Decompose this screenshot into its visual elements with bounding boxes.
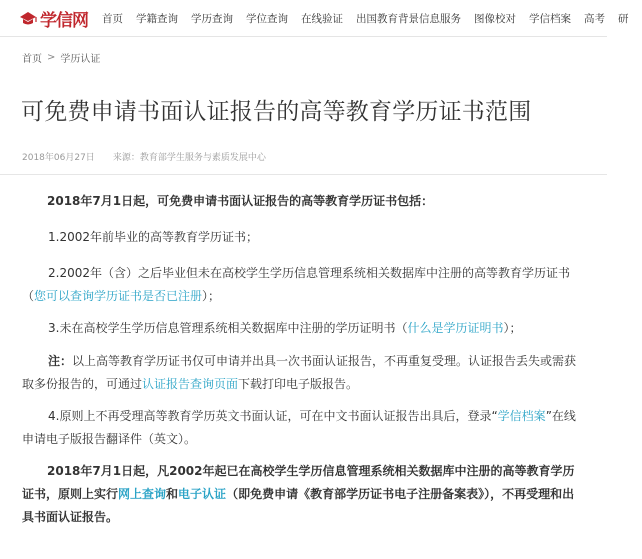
page-title: 可免费申请书面认证报告的高等教育学历证书范围 bbox=[21, 99, 532, 125]
note-text-end: 下载打印电子版报告。 bbox=[238, 377, 359, 391]
source-name: 教育部学生服务与素质发展中心 bbox=[139, 153, 266, 163]
conclusion-and: 和 bbox=[166, 487, 179, 501]
paragraph-item-3-end: ）； bbox=[503, 321, 522, 335]
conclusion-text: 2018年7月1日起，凡2002年起已在高校学生学历信息管理系统相关数据库中注册的高等教育学历证书，原则上实行 bbox=[22, 464, 575, 501]
note-text: 以上高等教育学历证书仅可申请并出具一次书面认证报告，不再重复受理。认证报告丢失或需获取多份报告的，可通过 bbox=[22, 354, 577, 391]
breadcrumb-home-link[interactable]: 首页 bbox=[22, 54, 42, 65]
breadcrumb-current-link[interactable]: 学历认证 bbox=[60, 54, 101, 65]
paragraph-item-4-text: 4.原则上不再受理高等教育学历英文书面认证，可在中文书面认证报告出具后，登录“ bbox=[48, 409, 498, 423]
paragraph-conclusion bbox=[22, 460, 585, 529]
paragraph-intro: 2018年7月1日起，可免费申请书面认证报告的高等教育学历证书包括： bbox=[47, 194, 434, 208]
paragraph-item-3-text: 3.未在高校学生学历信息管理系统相关数据库中注册的学历证明书（ bbox=[48, 321, 408, 335]
paragraph-note bbox=[22, 350, 585, 396]
nav-academic-degree-query[interactable]: 学位查询 bbox=[246, 12, 288, 25]
what-is-certificate-link[interactable]: 什么是学历证明书 bbox=[407, 321, 504, 335]
nav-overseas-education-service[interactable]: 出国教育背景信息服务 bbox=[356, 12, 461, 25]
xuexin-archive-link[interactable]: 学信档案 bbox=[497, 409, 546, 423]
article-body bbox=[0, 190, 607, 529]
paragraph-item-3 bbox=[22, 317, 585, 340]
divider bbox=[0, 174, 607, 175]
paragraph-item-1: 1.2002年前毕业的高等教育学历证书； bbox=[48, 230, 258, 244]
nav-graduate[interactable]: 研 bbox=[618, 12, 629, 25]
paragraph-item-4 bbox=[22, 405, 585, 451]
nav-gaokao[interactable]: 高考 bbox=[584, 12, 605, 25]
check-registration-link[interactable]: 您可以查询学历证书是否已注册 bbox=[34, 289, 203, 303]
nav-degree-record-query[interactable]: 学历查询 bbox=[191, 12, 233, 25]
logo-text: 学信网 bbox=[40, 10, 88, 31]
nav-home[interactable]: 首页 bbox=[102, 12, 123, 25]
nav-online-verification[interactable]: 在线验证 bbox=[301, 12, 343, 25]
source-label: 来源： bbox=[112, 153, 140, 163]
nav-image-proofreading[interactable]: 图像校对 bbox=[474, 12, 516, 25]
breadcrumb bbox=[22, 50, 607, 65]
report-query-page-link[interactable]: 认证报告查询页面 bbox=[142, 377, 239, 391]
paragraph-item-2-text: 2.2002年（含）之后毕业但未在高校学生学历信息管理系统相关数据库中注册的高等教育学历证书（ bbox=[22, 266, 570, 303]
breadcrumb-separator: > bbox=[47, 52, 56, 63]
nav-student-status-query[interactable]: 学籍查询 bbox=[136, 12, 178, 25]
note-label: 注： bbox=[48, 354, 73, 368]
main-nav bbox=[102, 11, 642, 26]
site-logo[interactable] bbox=[18, 6, 88, 31]
publish-date: 2018年06月27日 bbox=[22, 153, 95, 163]
top-navigation-bar bbox=[0, 0, 629, 37]
graduation-cap-logo-icon bbox=[18, 8, 38, 28]
conclusion-text-end: （即免费申请《教育部学历证书电子注册备案表》），不再受理和出具书面认证报告。 bbox=[22, 487, 575, 524]
paragraph-item-4-end: ”在线申请电子版报告翻译件（英文）。 bbox=[22, 409, 576, 446]
paragraph-item-2 bbox=[22, 262, 585, 308]
paragraph-item-2-end: ）； bbox=[202, 289, 221, 303]
electronic-verification-link[interactable]: 电子认证 bbox=[178, 487, 227, 501]
online-query-link[interactable]: 网上查询 bbox=[118, 487, 167, 501]
article-meta bbox=[22, 150, 607, 163]
nav-xuexin-archive[interactable]: 学信档案 bbox=[529, 12, 571, 25]
